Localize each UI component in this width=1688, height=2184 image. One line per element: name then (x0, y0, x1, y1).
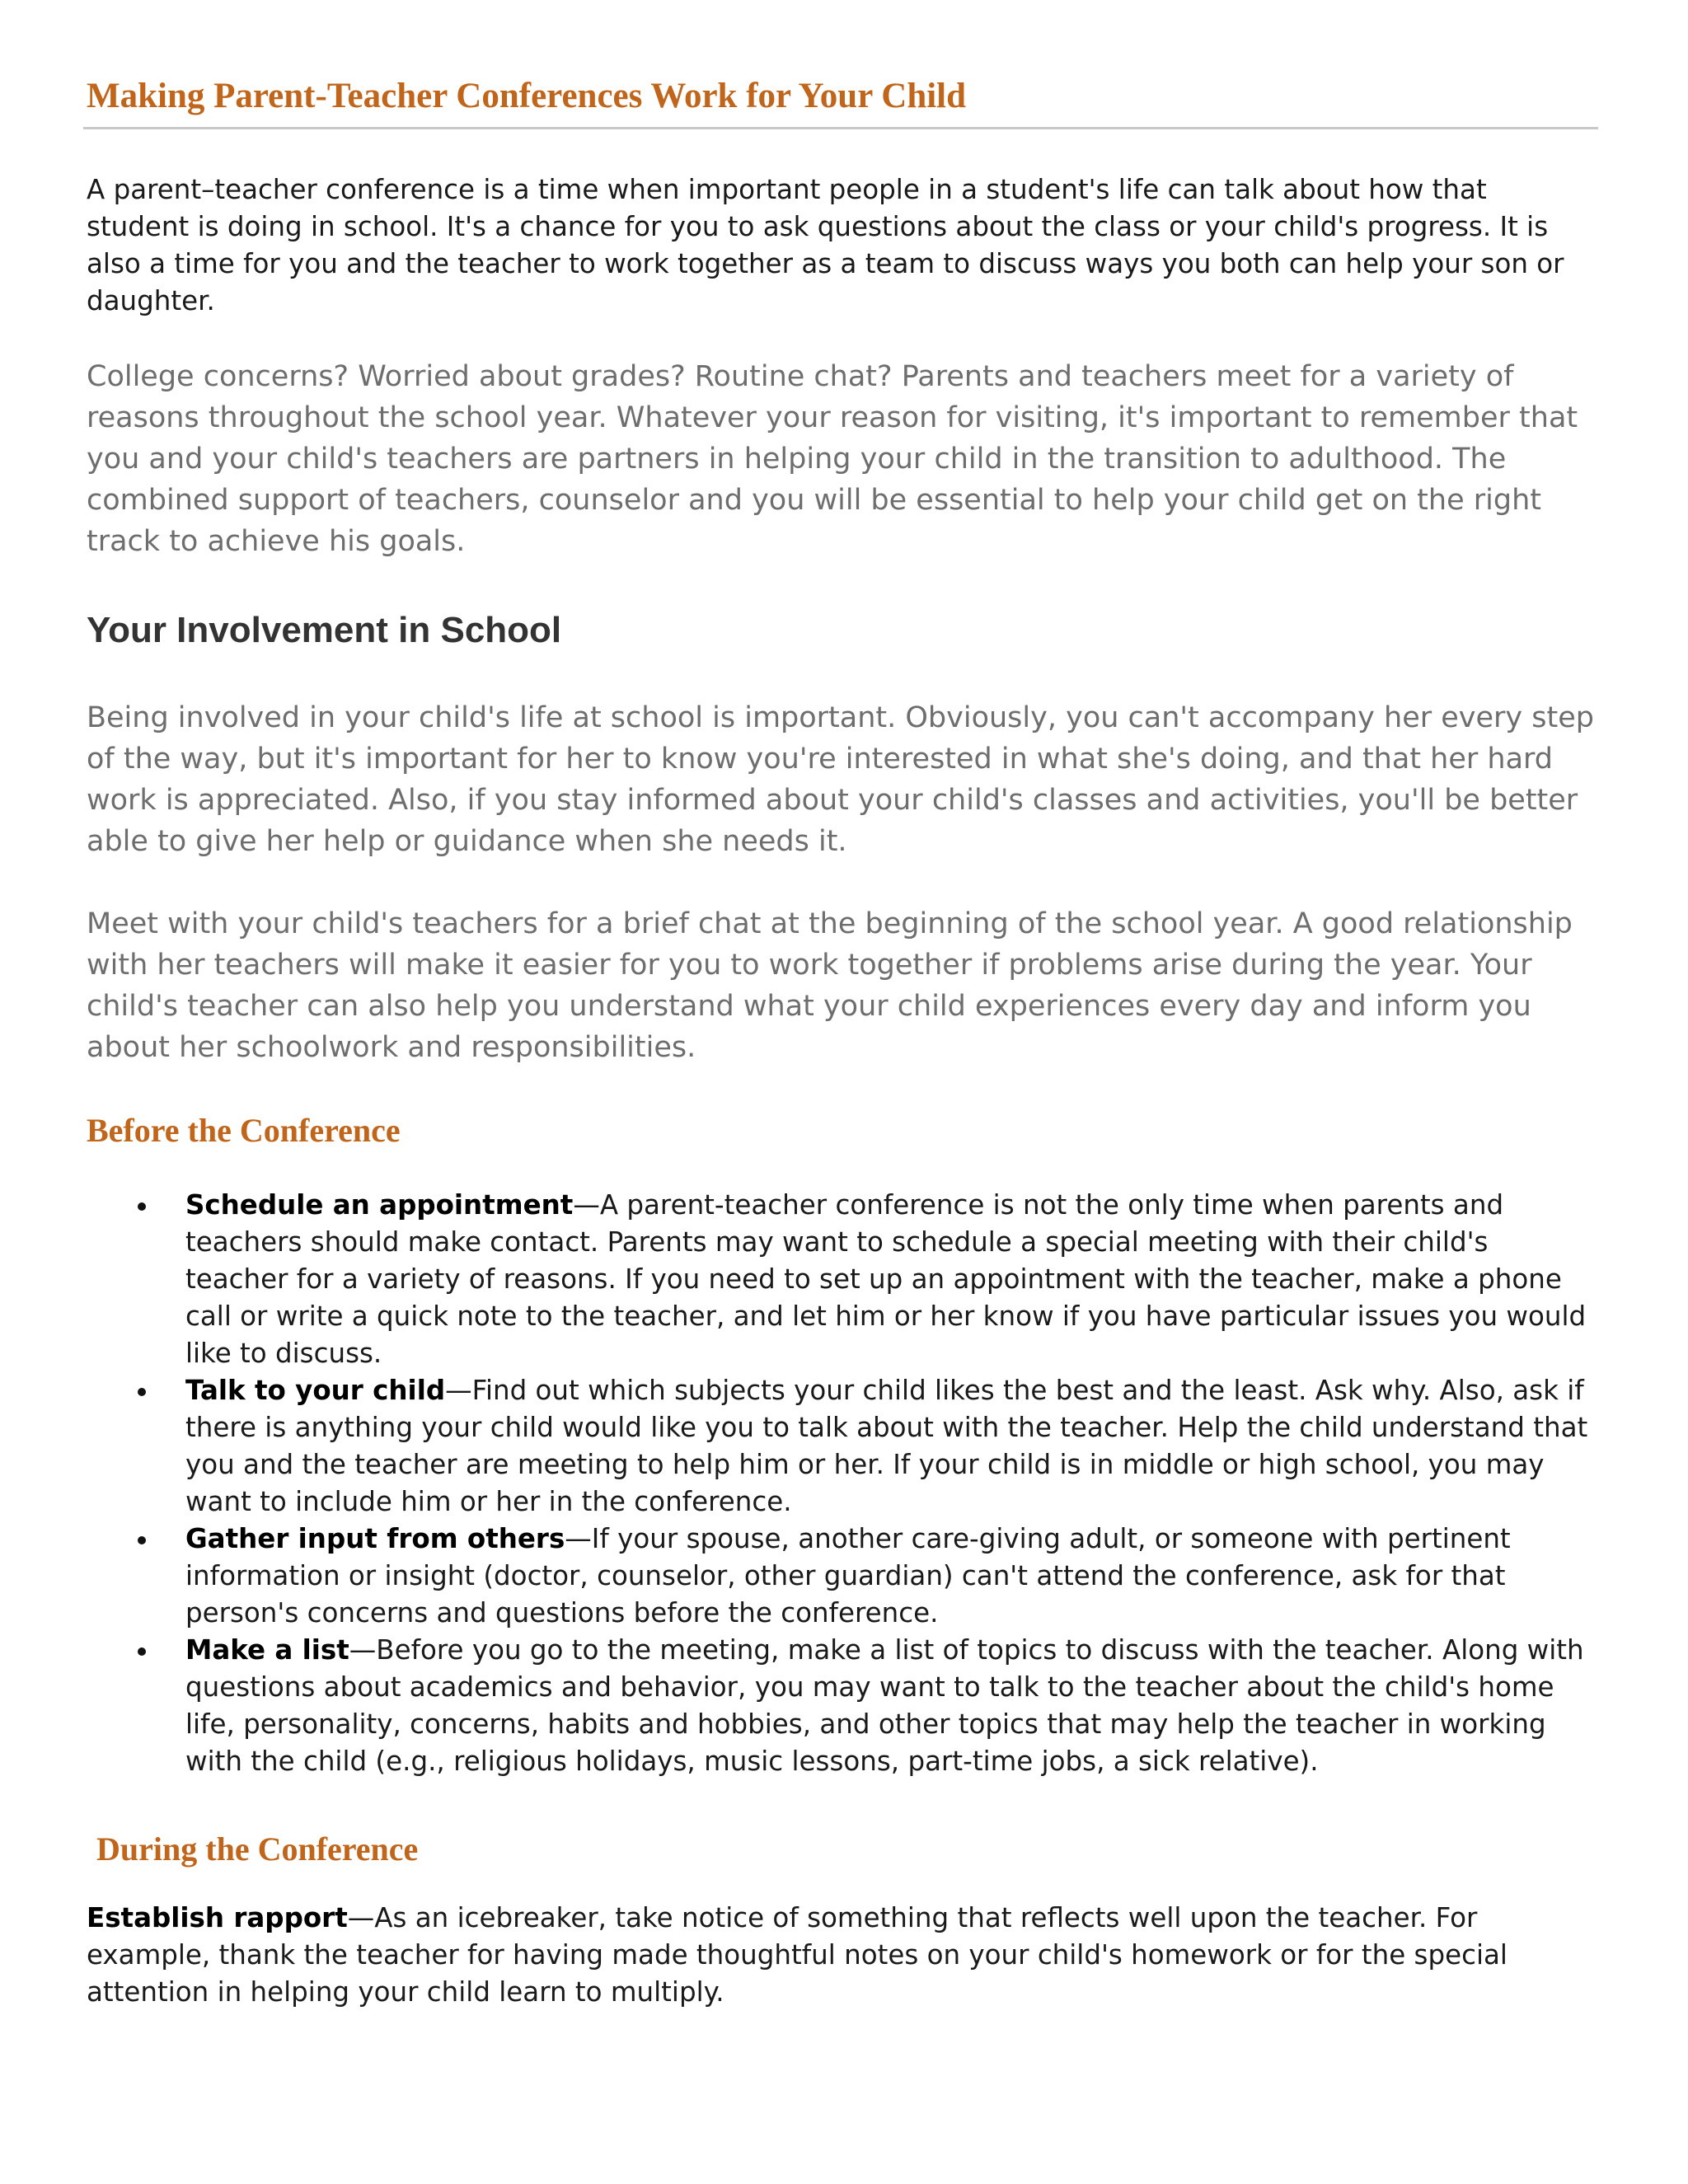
list-item-term: Make a list (185, 1634, 349, 1666)
list-item-text: —If your spouse, another care-giving adult, or someone with pertinent information or insight (doctor, counselor, other guardian) can't attend the conference, ask for that person's concerns and questions before the conference. (185, 1523, 1511, 1629)
concerns-paragraph: College concerns? Worried about grades? Routine chat? Parents and teachers meet for a variety of reasons throughout the school year. Whatever your reason for visiting, it's important to remember that you and your child's teachers are partners in helping your child in the transition to adulthood. The combined support of teachers, counselor and you will be essential to help your child get on the right track to achieve his goals. (87, 360, 1578, 558)
during-conference-heading: During the Conference (96, 1830, 419, 1868)
list-item (87, 1521, 1599, 1632)
intro-paragraph: A parent–teacher conference is a time when important people in a student's life can talk about how that student is doing in school. It's a chance for you to ask questions about the class or your child's progress. It is also a time for you and the teacher to work together as a team to discuss ways you both can help your son or daughter. (87, 174, 1564, 316)
bullet-icon (138, 1536, 146, 1544)
before-conference-list (87, 1187, 1599, 1780)
title-divider (83, 127, 1598, 129)
list-item-text: —Before you go to the meeting, make a list of topics to discuss with the teacher. Along with questions about academics and behavior, you may want to talk to the teacher about the child's home life, personality, concerns, habits and hobbies, and other topics that may help the teacher in working with the child (e.g., religious holidays, music lessons, part-time jobs, a sick relative). (185, 1634, 1584, 1777)
before-conference-heading: Before the Conference (87, 1112, 401, 1149)
involvement-paragraph-2: Meet with your child's teachers for a brief chat at the beginning of the school year. A good relationship with her teachers will make it easier for you to work together if problems arise during the year. Your child's teacher can also help you understand what your child experiences every day and inform you about her schoolwork and responsibilities. (87, 907, 1573, 1064)
rapport-paragraph (87, 1900, 1599, 2011)
involvement-paragraph-1: Being involved in your child's life at school is important. Obviously, you can't accompany her every step of the way, but it's important for her to know you're interested in what she's doing, and that her hard work is appreciated. Also, if you stay informed about your child's classes and activities, you'll be better able to give her help or guidance when she needs it. (87, 701, 1594, 858)
bullet-icon (138, 1202, 146, 1211)
document-title: Making Parent-Teacher Conferences Work for Your Child (87, 77, 967, 115)
bullet-icon (138, 1647, 146, 1656)
list-item (87, 1632, 1599, 1780)
rapport-term: Establish rapport (87, 1902, 348, 1933)
bullet-icon (138, 1388, 146, 1396)
rapport-text: —As an icebreaker, take notice of something that reflects well upon the teacher. For example, thank the teacher for having made thoughtful notes on your child's homework or for the special attention in helping your child learn to multiply. (87, 1902, 1507, 2008)
list-item-term: Talk to your child (185, 1375, 446, 1406)
involvement-heading: Your Involvement in School (87, 610, 562, 650)
list-item-text: —Find out which subjects your child likes the best and the least. Ask why. Also, ask if there is anything your child would like you to talk about with the teacher. Help the child understand that you and the teacher are meeting to help him or her. If your child is in middle or high school, you may want to include him or her in the conference. (185, 1375, 1588, 1517)
list-item (87, 1187, 1599, 1372)
list-item (87, 1372, 1599, 1521)
list-item-text: —A parent-teacher conference is not the only time when parents and teachers should make contact. Parents may want to schedule a special meeting with their child's teacher for a variety of reasons. If you need to set up an appointment with the teacher, make a phone call or write a quick note to the teacher, and let him or her know if you have particular issues you would like to discuss. (185, 1189, 1587, 1369)
list-item-term: Schedule an appointment (185, 1189, 574, 1221)
list-item-term: Gather input from others (185, 1523, 565, 1554)
